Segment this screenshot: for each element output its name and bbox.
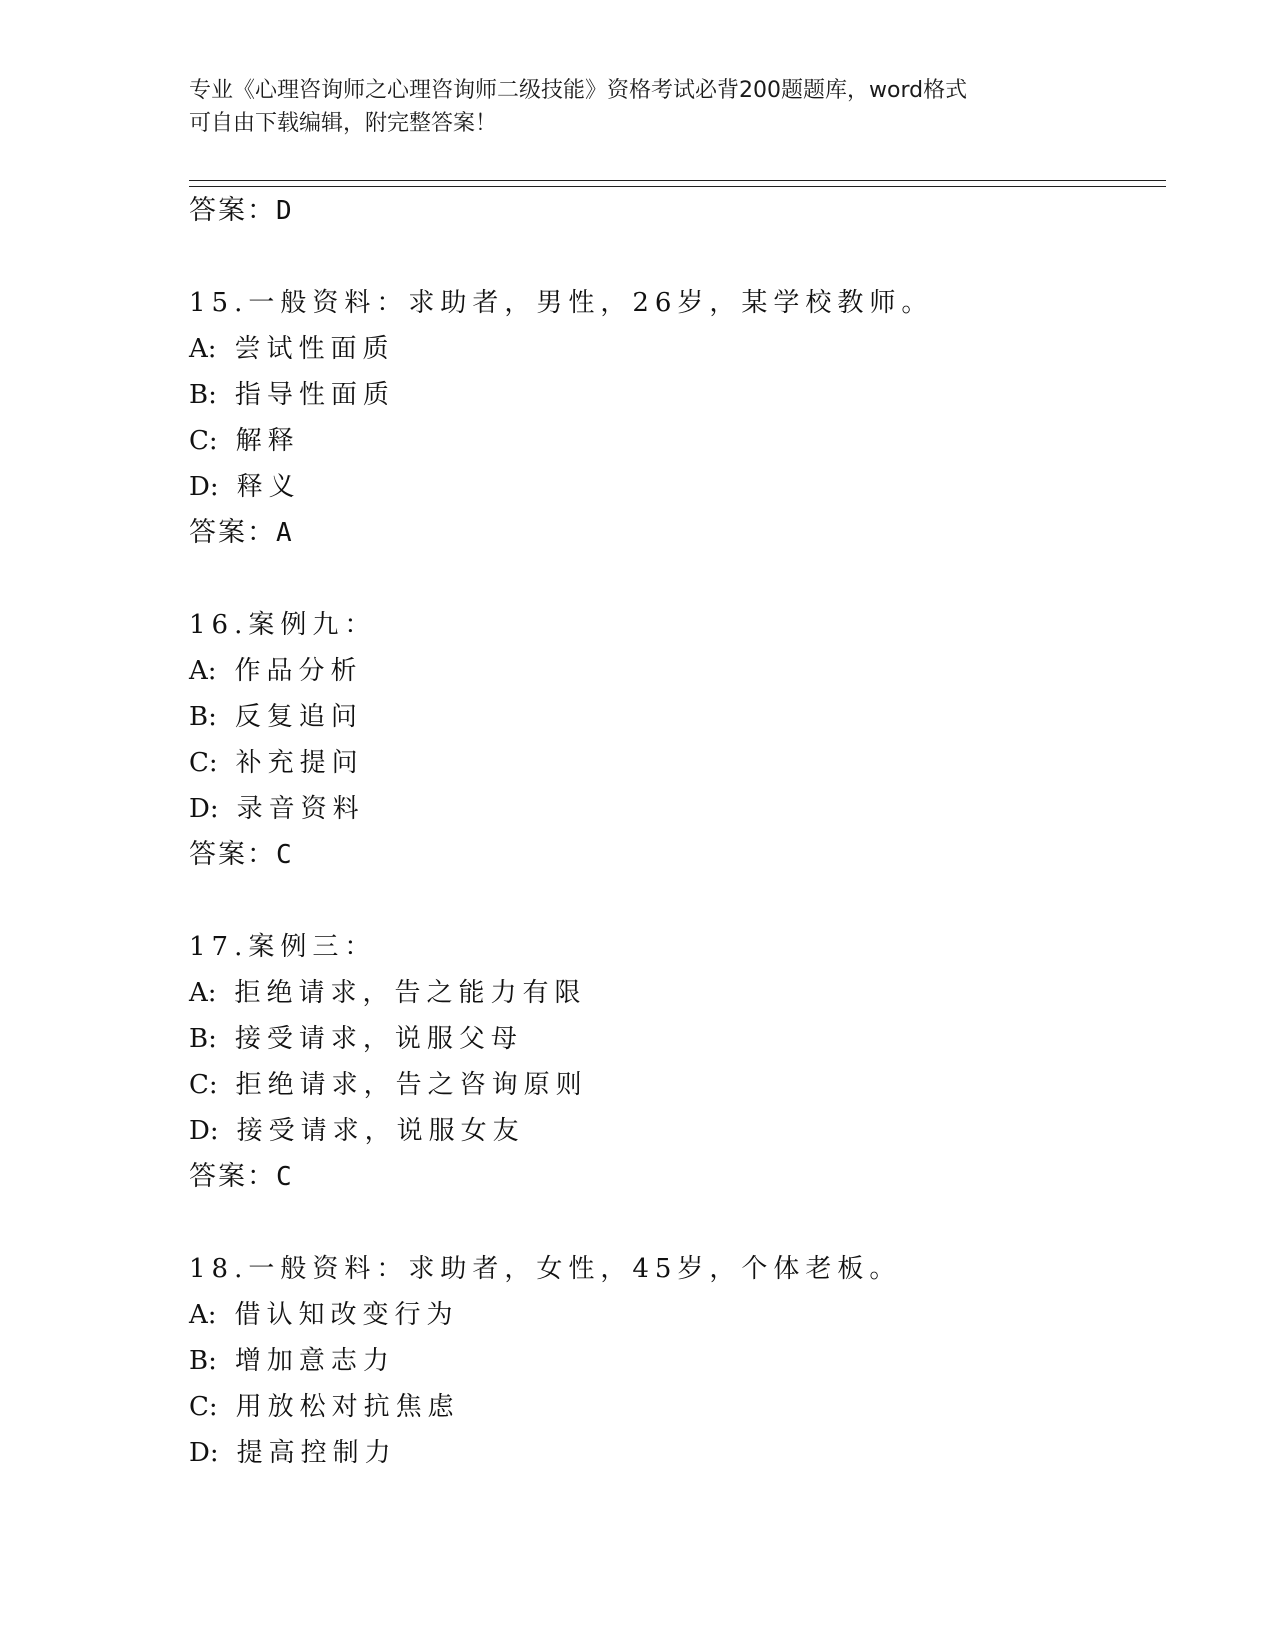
option-letter: C: — [189, 1392, 218, 1422]
option-text: 借认知改变行为 — [234, 1300, 459, 1330]
option-c — [189, 1062, 1169, 1108]
option-text: 反复追问 — [234, 702, 363, 732]
option-b — [189, 1016, 1169, 1062]
question-block — [189, 1246, 1169, 1476]
option-text: 解释 — [235, 426, 300, 456]
question-text: 18.一般资料：求助者，女性，45岁，个体老板。 — [189, 1254, 902, 1284]
option-c — [189, 740, 1169, 786]
answer-label: 答案： — [189, 517, 276, 548]
header-title-line-2: 可自由下载编辑，附完整答案！ — [189, 111, 498, 136]
option-letter: B: — [189, 1346, 217, 1376]
answer-label: 答案： — [189, 839, 276, 870]
spacer — [189, 556, 1169, 602]
option-letter: D: — [189, 1438, 219, 1468]
question-block — [189, 280, 1169, 556]
option-text: 拒绝请求，告之能力有限 — [234, 978, 587, 1008]
option-text: 尝试性面质 — [234, 334, 395, 364]
option-letter: C: — [189, 426, 218, 456]
spacer — [189, 234, 1169, 280]
question-text: 15.一般资料：求助者，男性，26岁，某学校教师。 — [189, 288, 934, 318]
question-answer — [189, 1154, 1169, 1200]
option-text: 作品分析 — [234, 656, 363, 686]
option-text: 提高控制力 — [236, 1438, 397, 1468]
option-d — [189, 1430, 1169, 1476]
option-text: 补充提问 — [235, 748, 364, 778]
answer-value: C — [276, 1162, 292, 1192]
spacer — [189, 878, 1169, 924]
previous-answer — [189, 188, 1169, 234]
option-d — [189, 464, 1169, 510]
answer-value: C — [276, 840, 292, 870]
question-block — [189, 602, 1169, 878]
option-text: 用放松对抗焦虑 — [235, 1392, 460, 1422]
question-text: 16.案例九： — [189, 610, 377, 640]
header-title-line-1: 专业《心理咨询师之心理咨询师二级技能》资格考试必背200题题库，word格式 — [189, 78, 968, 103]
option-a — [189, 648, 1169, 694]
option-text: 释义 — [236, 472, 301, 502]
option-text: 录音资料 — [236, 794, 365, 824]
option-b — [189, 1338, 1169, 1384]
option-letter: B: — [189, 702, 217, 732]
option-b — [189, 372, 1169, 418]
option-letter: A: — [189, 1300, 217, 1330]
option-c — [189, 418, 1169, 464]
option-d — [189, 786, 1169, 832]
question-text: 17.案例三： — [189, 932, 377, 962]
option-letter: D: — [189, 472, 219, 502]
option-a — [189, 970, 1169, 1016]
question-answer — [189, 510, 1169, 556]
option-letter: A: — [189, 334, 217, 364]
option-text: 拒绝请求，告之咨询原则 — [235, 1070, 588, 1100]
option-text: 接受请求，说服父母 — [234, 1024, 523, 1054]
answer-value: D — [276, 196, 292, 226]
option-text: 增加意志力 — [234, 1346, 395, 1376]
spacer — [189, 1200, 1169, 1246]
option-d — [189, 1108, 1169, 1154]
question-block — [189, 924, 1169, 1200]
answer-label: 答案： — [189, 195, 276, 226]
option-letter: B: — [189, 380, 217, 410]
option-a — [189, 1292, 1169, 1338]
option-c — [189, 1384, 1169, 1430]
option-a — [189, 326, 1169, 372]
option-letter: C: — [189, 1070, 218, 1100]
option-letter: D: — [189, 1116, 219, 1146]
option-letter: A: — [189, 978, 217, 1008]
question-list — [189, 188, 1169, 1476]
option-text: 接受请求，说服女友 — [236, 1116, 525, 1146]
option-letter: B: — [189, 1024, 217, 1054]
document-header — [189, 74, 1089, 140]
header-divider-top — [189, 180, 1166, 181]
answer-label: 答案： — [189, 1161, 276, 1192]
option-letter: D: — [189, 794, 219, 824]
option-text: 指导性面质 — [234, 380, 395, 410]
option-letter: A: — [189, 656, 217, 686]
question-answer — [189, 832, 1169, 878]
answer-value: A — [276, 518, 292, 548]
header-divider-bottom — [189, 186, 1166, 187]
option-b — [189, 694, 1169, 740]
option-letter: C: — [189, 748, 218, 778]
